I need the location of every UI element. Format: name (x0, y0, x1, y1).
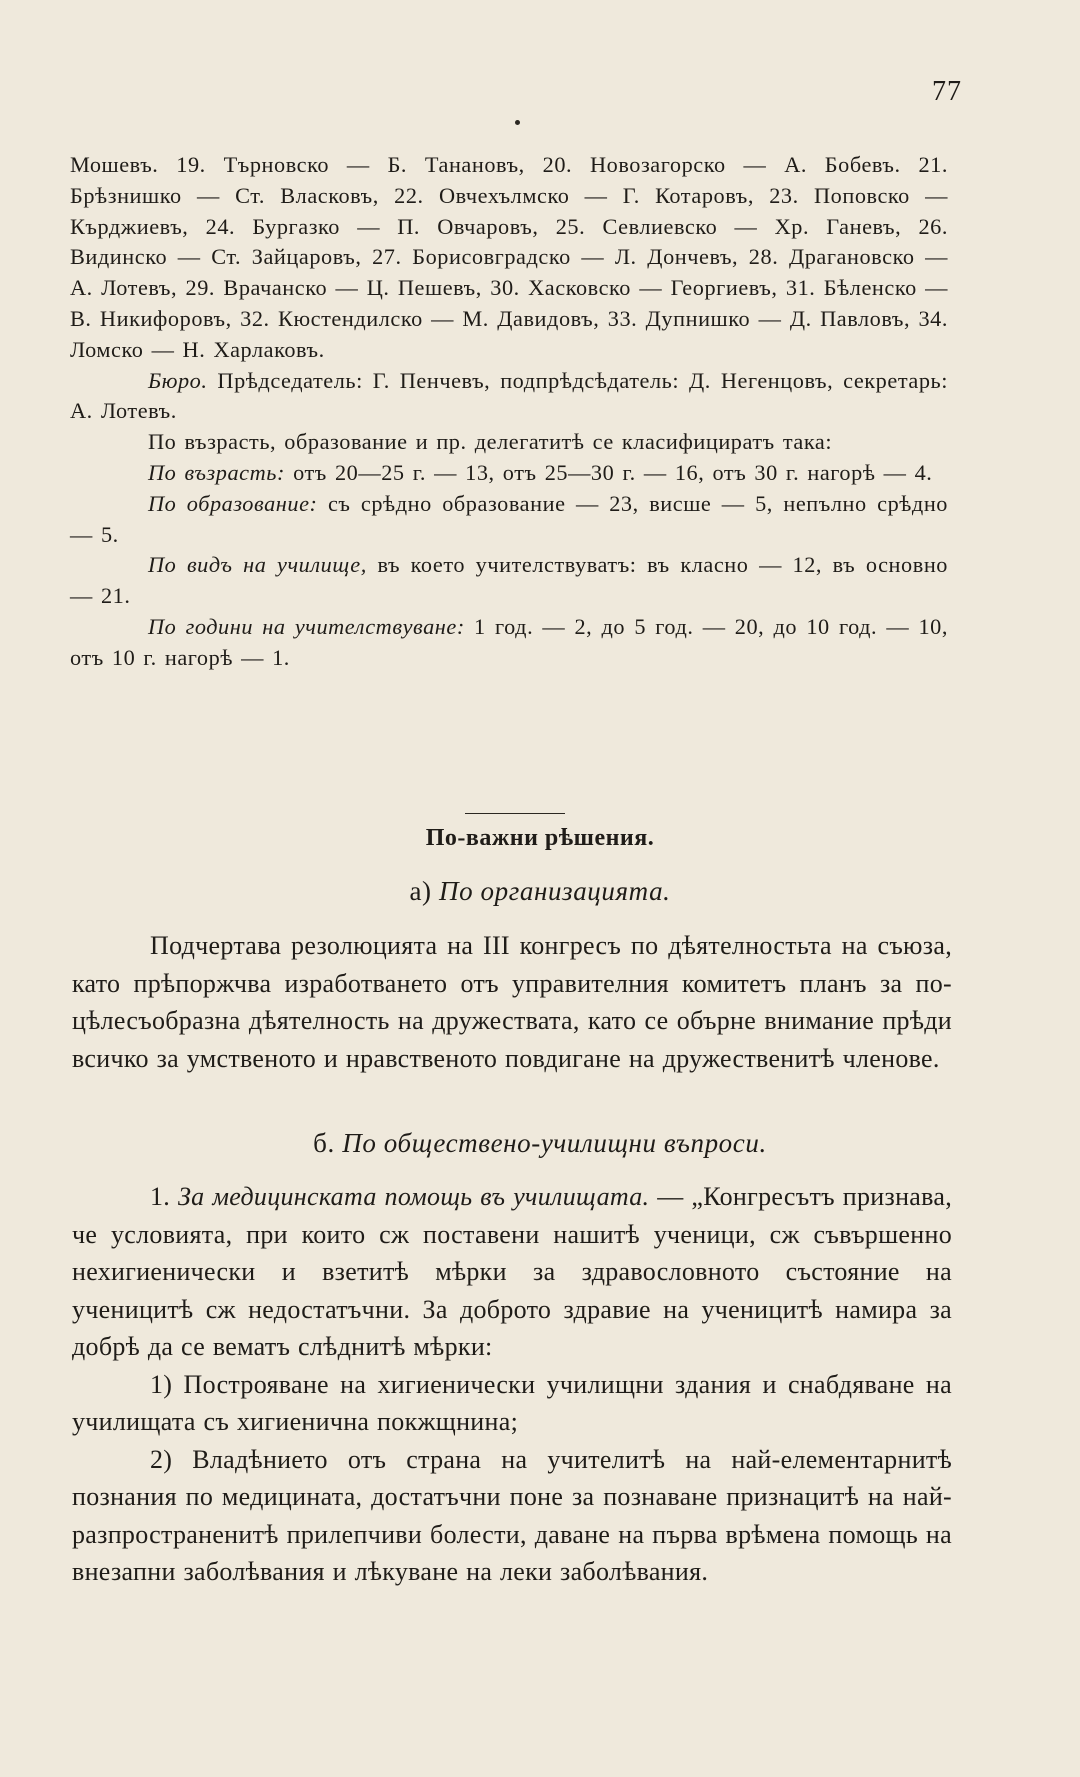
page-number: 77 (932, 76, 962, 107)
years-text: 1 год. — 2, до 5 год. — 20, до 10 год. — 10, отъ 10 г. нагорѣ — 1. (70, 613, 948, 670)
age-label: По възрасть: (148, 459, 285, 485)
subsection-b-title: По обществено-училищни въпроси. (342, 1128, 767, 1158)
bureau-label: Бюро. (148, 367, 208, 393)
education-paragraph (70, 489, 948, 551)
school-questions-section (72, 1178, 952, 1591)
age-text: отъ 20—25 г. — 13, отъ 25—30 г. — 16, отъ 30 г. нагорѣ — 4. (284, 459, 933, 485)
school-type-paragraph (70, 550, 948, 612)
item-1-number: 1. (150, 1182, 178, 1211)
subsection-b-heading (0, 1128, 1080, 1159)
delegates-list-paragraph: Мошевъ. 19. Търновско — Б. Танановъ, 20. Новозагорско — А. Бобевъ. 21. Брѣзнишко — Ст. Власковъ, 22. Овчехълмско — Г. Котаровъ, 23. Поповско — Кърджиевъ, 24. Бургазко — П. Овчаровъ, 25. Севлиевско — Хр. Ганевъ, 26. Видинско — Ст. Зайцаровъ, 27. Борисовградско — Л. Дончевъ, 28. Драгановско — А. Лотевъ, 29. Врачанско — Ц. Пешевъ, 30. Хасковско — Георгиевъ, 31. Бѣленско — В. Никифоровъ, 32. Кюстендилско — М. Давидовъ, 33. Дупнишко — Д. Павловъ, 34. Ломско — Н. Харлаковъ. (70, 152, 948, 362)
subsection-a-prefix: а) (409, 876, 439, 906)
item-1-text: — „Конгресътъ признава, че условията, при които сж поставени нашитѣ ученици, сж съвършенно нехигиенически и взетитѣ мѣрки за здравословното състояние на ученицитѣ сж недостатъчни. За доброто здравие на ученицитѣ намира за добрѣ да се вематъ слѣднитѣ мѣрки: (72, 1182, 952, 1361)
education-label: По образование: (148, 490, 318, 516)
item-1-title: За медицинската помощь въ училищата. (178, 1182, 650, 1211)
bureau-text: Прѣдседатель: Г. Пенчевъ, подпрѣдсѣдатель: Д. Негенцовъ, секретарь: А. Лотевъ. (70, 367, 948, 424)
section-heading: По-важни рѣшения. (425, 825, 655, 851)
subsection-a-heading (0, 876, 1080, 907)
subsection-b-prefix: б. (313, 1128, 343, 1158)
years-label: По години на учителствуване: (148, 613, 465, 639)
years-paragraph (70, 612, 948, 674)
classification-intro: По възрасть, образование и пр. делегатитѣ се класифициратъ така: (148, 429, 833, 455)
school-type-text: въ което учителствуватъ: въ класно — 12, въ основно — 21. (70, 552, 948, 609)
item-1-paragraph (72, 1178, 952, 1366)
education-text: съ срѣдно образование — 23, висше — 5, непълно срѣдно — 5. (70, 490, 948, 547)
measure-2-paragraph: 2) Владѣнието отъ страна на учителитѣ на най-елементарнитѣ познания по медицината, достатъчни поне за познаване признацитѣ на най-разпространенитѣ прилепчиви болести, даване на първа врѣмена помощь на внезапни заболѣвания и лѣкуване на леки заболѣвания. (72, 1444, 952, 1586)
organization-section (72, 927, 952, 1077)
age-paragraph (70, 458, 948, 489)
bureau-paragraph (70, 366, 948, 428)
organization-paragraph: Подчертава резолюцията на III конгресъ по дѣятелностьта на съюза, като прѣпоржчва изработването отъ управителния комитетъ планъ за по-цѣлесъобразна дѣятелность на дружествата, като се обърне внимание прѣди всичко за умственото и нравственото повдигане на дружественитѣ членове. (72, 931, 952, 1073)
section-divider (465, 813, 565, 814)
school-type-label: По видъ на училище, (148, 552, 367, 578)
subsection-a-title: По организацията. (438, 876, 671, 906)
print-speck (515, 120, 520, 125)
delegates-section (70, 150, 948, 674)
measure-1-paragraph: 1) Построяване на хигиенически училищни здания и снабдяване на училищата съ хигиенична покжщнина; (72, 1369, 952, 1436)
